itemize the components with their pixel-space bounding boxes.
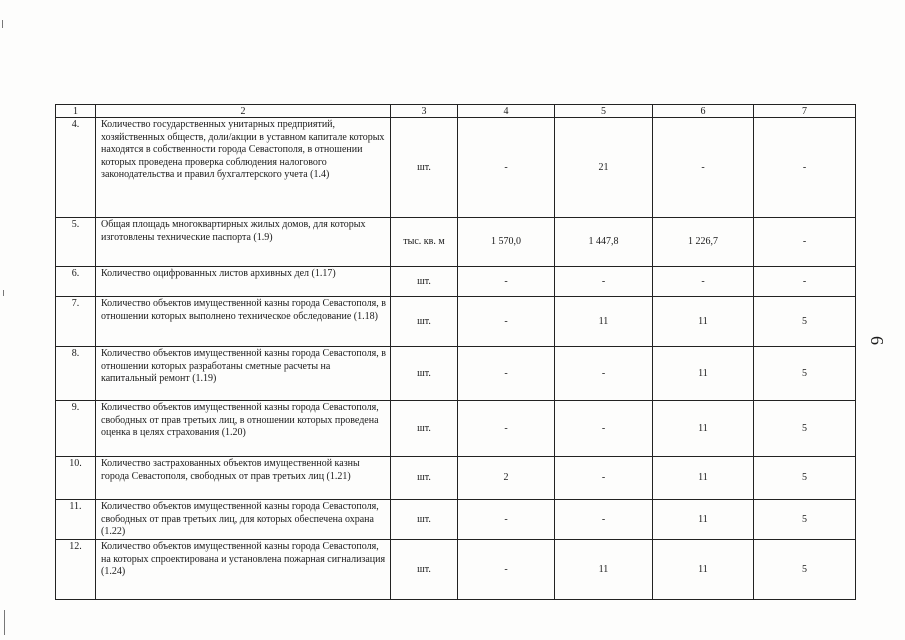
row-number: 4.	[56, 118, 96, 218]
value-cell: 11	[653, 457, 754, 500]
unit-cell: тыс. кв. м	[391, 218, 458, 267]
indicator-name: Общая площадь многоквартирных жилых домов, для которых изготовлены технические паспорта (1.9)	[96, 218, 391, 267]
table-row	[56, 347, 856, 401]
table-row	[56, 500, 856, 540]
header-cell: 3	[391, 105, 458, 118]
indicator-name: Количество объектов имущественной казны города Севастополя, свободных от прав третьих лиц, в отношении которых проведена оценка в целях страхования (1.20)	[96, 401, 391, 457]
value-cell: -	[754, 267, 856, 297]
value-cell: -	[458, 347, 555, 401]
unit-cell: шт.	[391, 347, 458, 401]
indicator-name: Количество объектов имущественной казны города Севастополя, в отношении которых разработаны сметные расчеты на капитальный ремонт (1.19)	[96, 347, 391, 401]
header-cell: 1	[56, 105, 96, 118]
table-row	[56, 267, 856, 297]
value-cell: 11	[653, 540, 754, 600]
unit-cell: шт.	[391, 297, 458, 347]
value-cell: -	[653, 118, 754, 218]
header-cell: 4	[458, 105, 555, 118]
unit-cell: шт.	[391, 118, 458, 218]
row-number: 12.	[56, 540, 96, 600]
value-cell: -	[555, 457, 653, 500]
row-number: 9.	[56, 401, 96, 457]
table-row	[56, 218, 856, 267]
table-row	[56, 540, 856, 600]
scan-artifact	[2, 20, 3, 28]
row-number: 6.	[56, 267, 96, 297]
indicator-name: Количество государственных унитарных предприятий, хозяйственных обществ, доли/акции в уставном капитале которых находятся в собственности города Севастополя, в отношении которых проведена проверка соблюдения налогового законодательства и правил бухгалтерского учета (1.4)	[96, 118, 391, 218]
value-cell: 5	[754, 297, 856, 347]
value-cell: 11	[653, 401, 754, 457]
value-cell: -	[754, 218, 856, 267]
indicator-name: Количество объектов имущественной казны города Севастополя, в отношении которых выполнено техническое обследование (1.18)	[96, 297, 391, 347]
value-cell: -	[555, 347, 653, 401]
value-cell: -	[458, 118, 555, 218]
row-number: 7.	[56, 297, 96, 347]
value-cell: 5	[754, 540, 856, 600]
value-cell: -	[458, 500, 555, 540]
value-cell: 11	[653, 347, 754, 401]
table-row	[56, 457, 856, 500]
header-cell: 2	[96, 105, 391, 118]
value-cell: -	[458, 540, 555, 600]
value-cell: -	[458, 267, 555, 297]
value-cell: -	[754, 118, 856, 218]
unit-cell: шт.	[391, 457, 458, 500]
value-cell: 1 226,7	[653, 218, 754, 267]
header-cell: 6	[653, 105, 754, 118]
value-cell: 1 447,8	[555, 218, 653, 267]
table-row	[56, 118, 856, 218]
value-cell: 1 570,0	[458, 218, 555, 267]
value-cell: 11	[555, 540, 653, 600]
indicator-name: Количество объектов имущественной казны города Севастополя, свободных от прав третьих лиц, для которых обеспечена охрана (1.22)	[96, 500, 391, 540]
value-cell: 5	[754, 347, 856, 401]
row-number: 8.	[56, 347, 96, 401]
scan-artifact	[4, 610, 5, 635]
unit-cell: шт.	[391, 540, 458, 600]
value-cell: 5	[754, 401, 856, 457]
value-cell: 5	[754, 500, 856, 540]
row-number: 5.	[56, 218, 96, 267]
indicator-name: Количество объектов имущественной казны города Севастополя, на которых спроектирована и установлена пожарная сигнализация (1.24)	[96, 540, 391, 600]
unit-cell: шт.	[391, 500, 458, 540]
page-number: 6	[867, 336, 887, 345]
header-cell: 7	[754, 105, 856, 118]
scan-artifact	[3, 290, 4, 296]
row-number: 10.	[56, 457, 96, 500]
header-cell: 5	[555, 105, 653, 118]
value-cell: 21	[555, 118, 653, 218]
value-cell: 2	[458, 457, 555, 500]
indicator-name: Количество застрахованных объектов имущественной казны города Севастополя, свободных от прав третьих лиц (1.21)	[96, 457, 391, 500]
unit-cell: шт.	[391, 401, 458, 457]
indicators-table	[55, 104, 856, 600]
value-cell: 11	[555, 297, 653, 347]
table-row	[56, 297, 856, 347]
unit-cell: шт.	[391, 267, 458, 297]
value-cell: -	[555, 401, 653, 457]
value-cell: 5	[754, 457, 856, 500]
value-cell: -	[653, 267, 754, 297]
row-number: 11.	[56, 500, 96, 540]
value-cell: -	[555, 267, 653, 297]
table-row	[56, 401, 856, 457]
indicator-name: Количество оцифрованных листов архивных дел (1.17)	[96, 267, 391, 297]
value-cell: -	[458, 297, 555, 347]
value-cell: 11	[653, 297, 754, 347]
value-cell: -	[458, 401, 555, 457]
value-cell: 11	[653, 500, 754, 540]
value-cell: -	[555, 500, 653, 540]
table-header-row	[56, 105, 856, 118]
